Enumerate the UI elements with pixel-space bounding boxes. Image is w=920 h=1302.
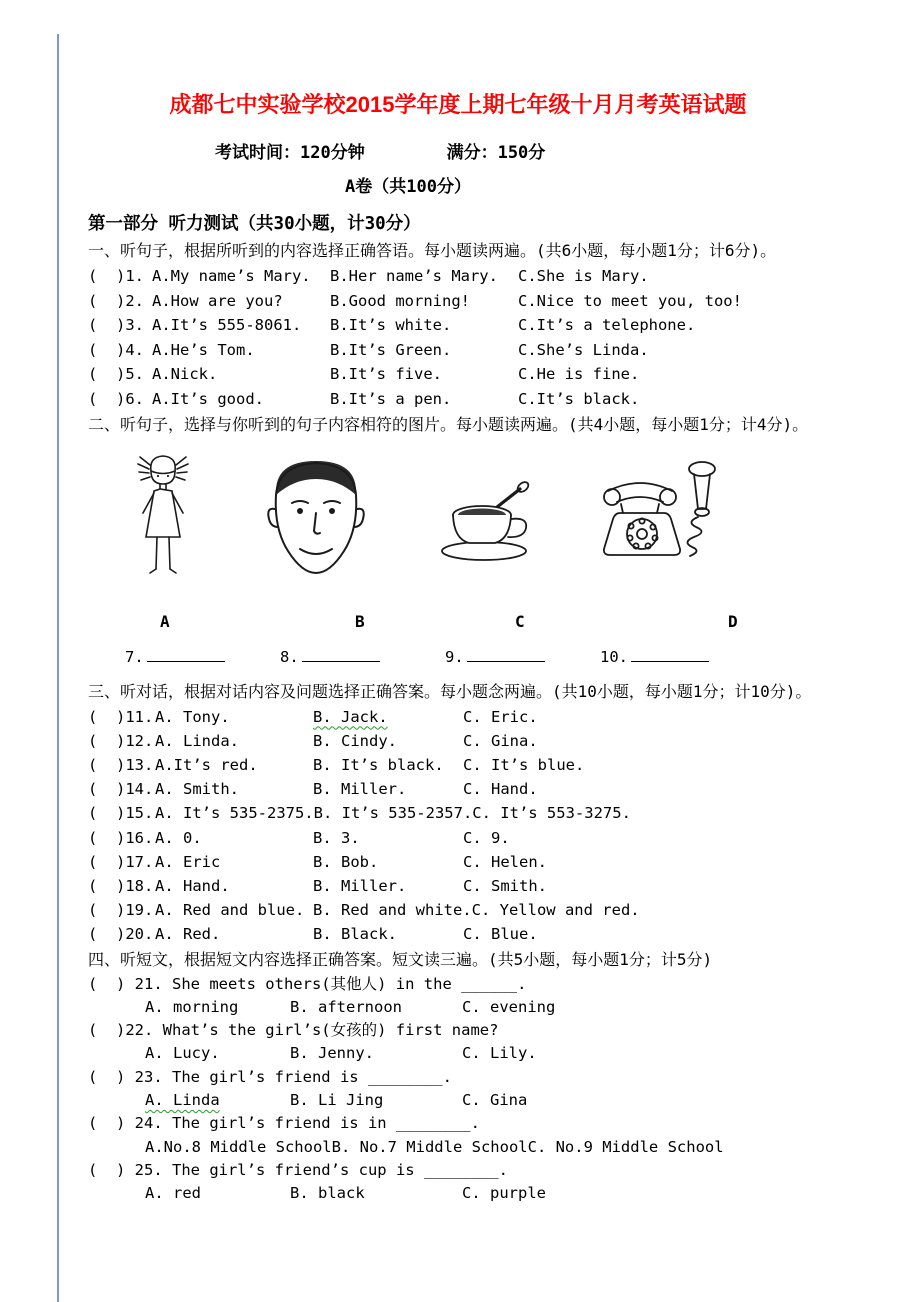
answer-bracket: ( )3.: [88, 316, 144, 335]
option-a: A.It’s red.: [155, 755, 258, 774]
question-17-row: [88, 850, 880, 874]
girl-drawing: [134, 449, 192, 589]
answer-bracket: ( )14.: [88, 780, 154, 799]
section4-heading: 四、听短文，根据短文内容选择正确答案。短文读三遍。(共5小题，每小题1分；计5分): [88, 949, 713, 969]
option-a: A. Lucy.: [145, 1044, 220, 1063]
question-2-row: [88, 289, 880, 314]
picture-labels-row: [88, 609, 880, 635]
answer-bracket: ( )19.: [88, 901, 154, 920]
question-15-row: [88, 801, 880, 825]
picture-girl: [134, 449, 192, 589]
option-b: B.Good morning!: [330, 291, 470, 310]
option-a: A. Hand.: [155, 876, 230, 895]
question-23-stem: ( ) 23. The girl’s friend is ________.: [88, 1067, 452, 1086]
question-21-options: [88, 996, 880, 1019]
blank-8-label: 8.: [280, 647, 299, 666]
option-c: C. evening: [462, 997, 556, 1016]
option-b: B.It’s a pen.: [330, 389, 452, 408]
option-c: C. No.9 Middle School: [527, 1137, 724, 1156]
answer-bracket: ( )2.: [88, 291, 144, 310]
option-c: C.She’s Linda.: [518, 340, 649, 359]
option-c: C. Hand.: [463, 780, 538, 799]
option-b: B. afternoon: [290, 997, 402, 1016]
section3-questions: [88, 705, 880, 947]
part1-heading: 第一部分 听力测试（共30小题，计30分）: [88, 214, 421, 234]
question-24-stem: ( ) 24. The girl’s friend is in ________.: [88, 1114, 480, 1133]
option-b: B. Cindy.: [313, 731, 397, 750]
option-c: C. Gina: [462, 1091, 528, 1110]
blank-10-label: 10.: [600, 647, 628, 666]
option-a: A. red: [145, 1184, 201, 1203]
coffee-cup-drawing: [436, 479, 542, 565]
option-b: B. Li Jing: [290, 1091, 384, 1110]
answer-blanks-row: [88, 645, 880, 673]
option-c: C. 9.: [463, 828, 510, 847]
question-5-row: [88, 362, 880, 387]
blank-9-label: 9.: [445, 647, 464, 666]
question-22-stem: ( )22. What’s the girl’s(女孩的) first name?: [88, 1021, 499, 1040]
blank-item-9: [445, 645, 545, 669]
page-margin-line: [57, 34, 59, 1302]
option-b: B. It’s 535-2357.: [313, 804, 473, 823]
question-24-options: [88, 1136, 880, 1159]
picture-coffee-cup: [436, 479, 542, 565]
option-a: A. Smith.: [155, 780, 239, 799]
question-4-row: [88, 338, 880, 363]
section4-questions: [88, 973, 880, 1206]
option-b: B. Red and white.: [313, 901, 472, 920]
answer-bracket: ( )13.: [88, 755, 154, 774]
answer-bracket: ( )1.: [88, 267, 144, 285]
answer-bracket: ( )12.: [88, 731, 154, 750]
option-c: C. Smith.: [463, 876, 547, 895]
option-b: B. Jack.: [313, 707, 388, 726]
blank-7-label: 7.: [125, 647, 144, 666]
option-c: C.Nice to meet you, too!: [518, 291, 742, 310]
picture-label-d: D: [728, 611, 738, 631]
option-c: C. purple: [462, 1184, 546, 1203]
option-b: B. Black.: [313, 925, 397, 944]
question-11-row: [88, 705, 880, 729]
option-c: C. Blue.: [463, 925, 538, 944]
blank-9-line: [467, 645, 545, 662]
section3-heading: 三、听对话，根据对话内容及问题选择正确答案。每小题念两遍。(共10小题，每小题1分；计10分)。: [88, 681, 812, 701]
question-25-options: [88, 1182, 880, 1205]
option-a: A. It’s 535-2375.: [155, 804, 314, 823]
option-a: A. Linda.: [155, 731, 239, 750]
question-6-row: [88, 387, 880, 412]
answer-bracket: ( )17.: [88, 852, 154, 871]
section2-heading: 二、听句子，选择与你听到的句子内容相符的图片。每小题读两遍。(共4小题，每小题1分；计4分)。: [88, 414, 809, 434]
question-13-row: [88, 753, 880, 777]
option-b: B.Her name’s Mary.: [330, 267, 498, 285]
telephone-drawing: [594, 457, 722, 571]
question-18-row: [88, 874, 880, 898]
option-a: A. Tony.: [155, 707, 230, 726]
blank-8-line: [302, 645, 380, 662]
picture-boy-face: [260, 451, 372, 583]
option-a: A. morning: [145, 997, 239, 1016]
answer-bracket: ( )20.: [88, 925, 154, 944]
blank-item-10: [600, 645, 709, 669]
answer-bracket: ( )4.: [88, 340, 144, 359]
option-a: A. Red and blue.: [155, 901, 305, 920]
option-b: B.It’s five.: [330, 365, 442, 384]
option-b: B. Jenny.: [290, 1044, 374, 1063]
option-a: A.How are you?: [152, 291, 283, 310]
option-b: B.It’s white.: [330, 316, 452, 335]
option-c: C. It’s blue.: [463, 755, 585, 774]
option-a: A.No.8 Middle School: [145, 1137, 332, 1156]
picture-area: [88, 443, 880, 603]
question-1-row: [88, 264, 880, 289]
question-16-row: [88, 826, 880, 850]
option-b: B. Miller.: [313, 780, 407, 799]
option-b: B. 3.: [313, 828, 360, 847]
option-c: C.She is Mary.: [518, 267, 649, 285]
picture-label-b: B: [355, 611, 365, 631]
section1-questions: [88, 264, 880, 412]
answer-bracket: ( )6.: [88, 389, 144, 408]
section1-heading: 一、听句子，根据所听到的内容选择正确答语。每小题读两遍。(共6小题，每小题1分；计6分)。: [88, 241, 777, 260]
option-a: A. 0.: [155, 828, 202, 847]
option-c: C. Eric.: [463, 707, 538, 726]
answer-bracket: ( )16.: [88, 828, 154, 847]
picture-telephone: [594, 457, 722, 571]
option-a: A.My name’s Mary.: [152, 267, 311, 285]
option-b: B.It’s Green.: [330, 340, 452, 359]
question-19-row: [88, 898, 880, 922]
question-3-row: [88, 313, 880, 338]
exam-content: [88, 0, 880, 1206]
blank-10-line: [631, 645, 709, 662]
blank-7-line: [147, 645, 225, 662]
option-c: C. Helen.: [463, 852, 547, 871]
option-a: A.Nick.: [152, 365, 218, 384]
option-a: A. Eric: [155, 852, 221, 871]
option-c: C.It’s a telephone.: [518, 316, 696, 335]
option-c: C.It’s black.: [518, 389, 640, 408]
option-a: A. Red.: [155, 925, 221, 944]
question-14-row: [88, 777, 880, 801]
question-21-stem: ( ) 21. She meets others(其他人) in the ______.: [88, 974, 527, 993]
option-a: A. Linda: [145, 1091, 220, 1110]
paper-a-label: A卷（共100分）: [345, 177, 471, 197]
question-25-stem: ( ) 25. The girl’s friend’s cup is ________.: [88, 1160, 508, 1179]
option-c: C. Yellow and red.: [471, 901, 640, 920]
option-c: C.He is fine.: [518, 365, 640, 384]
exam-title: 成都七中实验学校2015学年度上期七年级十月月考英语试题: [169, 92, 747, 117]
boy-face-drawing: [260, 451, 372, 583]
question-23-options: [88, 1089, 880, 1112]
option-b: B. No.7 Middle School: [331, 1137, 528, 1156]
option-b: B. It’s black.: [313, 755, 444, 774]
question-20-row: [88, 922, 880, 946]
option-b: B. Miller.: [313, 876, 407, 895]
answer-bracket: ( )11.: [88, 707, 154, 726]
picture-label-c: C: [515, 611, 525, 631]
option-b: B. black: [290, 1184, 365, 1203]
answer-bracket: ( )15.: [88, 804, 154, 823]
question-22-options: [88, 1042, 880, 1065]
exam-time-and-score: 考试时间：120分钟 满分：150分: [215, 143, 546, 163]
blank-item-7: [125, 645, 225, 669]
picture-label-a: A: [160, 611, 170, 631]
question-12-row: [88, 729, 880, 753]
option-a: A.He’s Tom.: [152, 340, 255, 359]
option-a: A.It’s good.: [152, 389, 264, 408]
option-b: B. Bob.: [313, 852, 379, 871]
option-a: A.It’s 555-8061.: [152, 316, 302, 335]
option-c: C. Gina.: [463, 731, 538, 750]
option-c: C. It’s 553-3275.: [472, 804, 631, 823]
answer-bracket: ( )18.: [88, 876, 154, 895]
option-c: C. Lily.: [462, 1044, 537, 1063]
answer-bracket: ( )5.: [88, 365, 144, 384]
blank-item-8: [280, 645, 380, 669]
